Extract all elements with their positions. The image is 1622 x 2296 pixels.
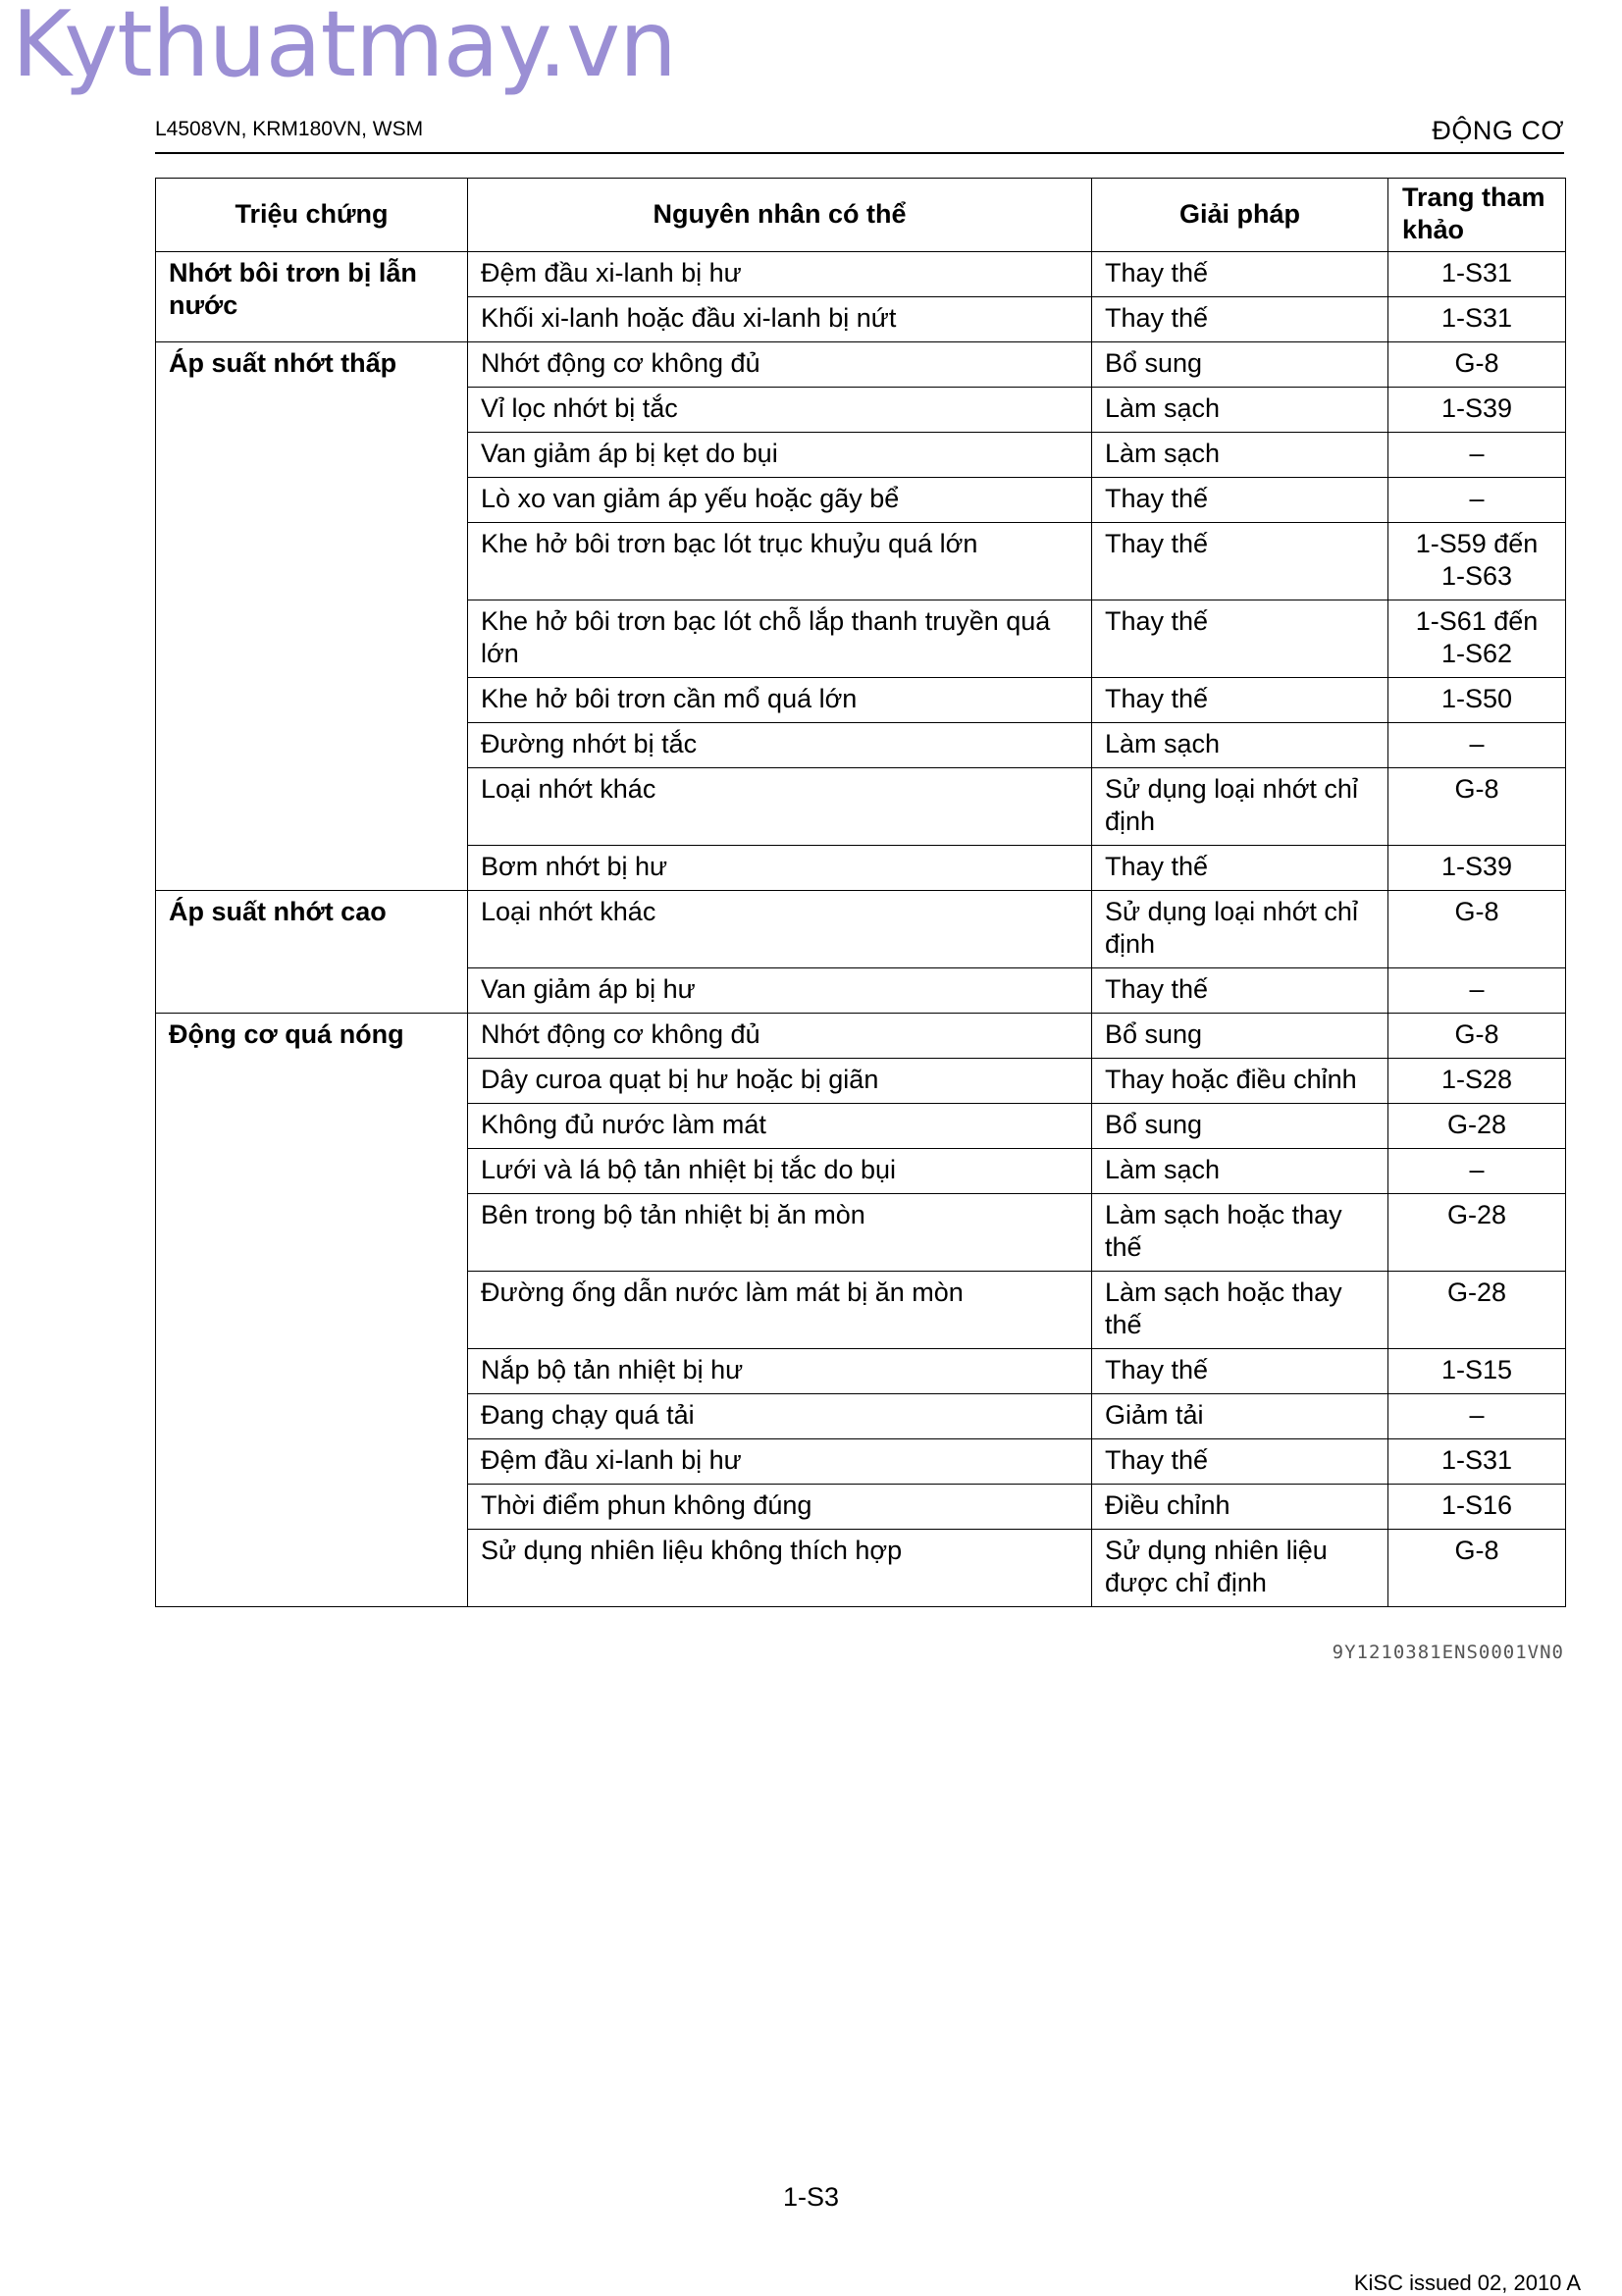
reference-cell: G-28 <box>1388 1104 1566 1149</box>
document-code: 9Y1210381ENS0001VN0 <box>1332 1642 1564 1663</box>
header-models: L4508VN, KRM180VN, WSM <box>155 118 424 140</box>
fix-cell: Bổ sung <box>1092 1104 1388 1149</box>
fix-cell: Sử dụng loại nhớt chỉ định <box>1092 891 1388 968</box>
fix-cell: Thay thế <box>1092 252 1388 297</box>
header-section-title: ĐỘNG CƠ <box>1432 116 1564 145</box>
fix-cell: Thay thế <box>1092 1349 1388 1394</box>
cause-cell: Nhớt động cơ không đủ <box>468 1014 1092 1059</box>
symptom-cell: Áp suất nhớt thấp <box>156 342 468 891</box>
reference-cell: G-28 <box>1388 1194 1566 1272</box>
cause-cell: Loại nhớt khác <box>468 891 1092 968</box>
cause-cell: Loại nhớt khác <box>468 768 1092 846</box>
reference-cell: – <box>1388 433 1566 478</box>
cause-cell: Nắp bộ tản nhiệt bị hư <box>468 1349 1092 1394</box>
reference-cell: 1-S31 <box>1388 1439 1566 1485</box>
cause-cell: Lò xo van giảm áp yếu hoặc gãy bể <box>468 478 1092 523</box>
cause-cell: Đang chạy quá tải <box>468 1394 1092 1439</box>
symptom-cell: Áp suất nhớt cao <box>156 891 468 1014</box>
reference-cell: 1-S50 <box>1388 678 1566 723</box>
cause-cell: Bơm nhớt bị hư <box>468 846 1092 891</box>
cause-cell: Sử dụng nhiên liệu không thích hợp <box>468 1530 1092 1607</box>
reference-cell: – <box>1388 723 1566 768</box>
fix-cell: Thay hoặc điều chỉnh <box>1092 1059 1388 1104</box>
cause-cell: Dây curoa quạt bị hư hoặc bị giãn <box>468 1059 1092 1104</box>
table-row <box>156 252 1566 297</box>
cause-cell: Đường ống dẫn nước làm mát bị ăn mòn <box>468 1272 1092 1349</box>
reference-cell: G-8 <box>1388 1014 1566 1059</box>
fix-cell: Thay thế <box>1092 523 1388 600</box>
fix-cell: Thay thế <box>1092 600 1388 678</box>
fix-cell: Làm sạch <box>1092 723 1388 768</box>
cause-cell: Đường nhớt bị tắc <box>468 723 1092 768</box>
reference-cell: 1-S16 <box>1388 1485 1566 1530</box>
column-header-symptom: Triệu chứng <box>156 179 468 252</box>
fix-cell: Làm sạch <box>1092 1149 1388 1194</box>
reference-cell: 1-S31 <box>1388 252 1566 297</box>
cause-cell: Thời điểm phun không đúng <box>468 1485 1092 1530</box>
fix-cell: Thay thế <box>1092 297 1388 342</box>
reference-cell: 1-S61 đến 1-S62 <box>1388 600 1566 678</box>
cause-cell: Vỉ lọc nhớt bị tắc <box>468 388 1092 433</box>
table-body <box>156 252 1566 1607</box>
fix-cell: Sử dụng loại nhớt chỉ định <box>1092 768 1388 846</box>
cause-cell: Lưới và lá bộ tản nhiệt bị tắc do bụi <box>468 1149 1092 1194</box>
reference-cell: – <box>1388 1149 1566 1194</box>
reference-cell: – <box>1388 968 1566 1014</box>
table-row <box>156 1014 1566 1059</box>
cause-cell: Van giảm áp bị kẹt do bụi <box>468 433 1092 478</box>
fix-cell: Làm sạch hoặc thay thế <box>1092 1272 1388 1349</box>
fix-cell: Giảm tải <box>1092 1394 1388 1439</box>
symptom-cell: Nhớt bôi trơn bị lẫn nước <box>156 252 468 342</box>
fix-cell: Thay thế <box>1092 678 1388 723</box>
fix-cell: Bổ sung <box>1092 1014 1388 1059</box>
reference-cell: – <box>1388 478 1566 523</box>
cause-cell: Đệm đầu xi-lanh bị hư <box>468 252 1092 297</box>
page-number: 1-S3 <box>782 2182 840 2212</box>
fix-cell: Sử dụng nhiên liệu được chỉ định <box>1092 1530 1388 1607</box>
reference-cell: 1-S59 đến 1-S63 <box>1388 523 1566 600</box>
fix-cell: Bổ sung <box>1092 342 1388 388</box>
reference-cell: 1-S31 <box>1388 297 1566 342</box>
cause-cell: Khe hở bôi trơn bạc lót trục khuỷu quá lớn <box>468 523 1092 600</box>
cause-cell: Van giảm áp bị hư <box>468 968 1092 1014</box>
reference-cell: G-8 <box>1388 768 1566 846</box>
fix-cell: Thay thế <box>1092 968 1388 1014</box>
reference-cell: – <box>1388 1394 1566 1439</box>
fix-cell: Làm sạch <box>1092 433 1388 478</box>
fix-cell: Làm sạch hoặc thay thế <box>1092 1194 1388 1272</box>
troubleshooting-table <box>155 178 1566 1607</box>
fix-cell: Thay thế <box>1092 478 1388 523</box>
column-header-reference: Trang tham khảo <box>1388 179 1566 252</box>
fix-cell: Thay thế <box>1092 846 1388 891</box>
table-row <box>156 342 1566 388</box>
issue-note: KiSC issued 02, 2010 A <box>1353 2270 1581 2295</box>
reference-cell: G-8 <box>1388 891 1566 968</box>
cause-cell: Nhớt động cơ không đủ <box>468 342 1092 388</box>
column-header-fix: Giải pháp <box>1092 179 1388 252</box>
reference-cell: 1-S39 <box>1388 846 1566 891</box>
reference-cell: G-28 <box>1388 1272 1566 1349</box>
cause-cell: Bên trong bộ tản nhiệt bị ăn mòn <box>468 1194 1092 1272</box>
header-divider <box>155 152 1564 154</box>
cause-cell: Khe hở bôi trơn cần mổ quá lớn <box>468 678 1092 723</box>
cause-cell: Khối xi-lanh hoặc đầu xi-lanh bị nứt <box>468 297 1092 342</box>
cause-cell: Khe hở bôi trơn bạc lót chỗ lắp thanh truyền quá lớn <box>468 600 1092 678</box>
table-header-row <box>156 179 1566 252</box>
reference-cell: G-8 <box>1388 1530 1566 1607</box>
symptom-cell: Động cơ quá nóng <box>156 1014 468 1607</box>
reference-cell: G-8 <box>1388 342 1566 388</box>
table-row <box>156 891 1566 968</box>
fix-cell: Thay thế <box>1092 1439 1388 1485</box>
fix-cell: Điều chỉnh <box>1092 1485 1388 1530</box>
watermark-logo: Kythuatmay.vn <box>12 0 676 97</box>
reference-cell: 1-S15 <box>1388 1349 1566 1394</box>
fix-cell: Làm sạch <box>1092 388 1388 433</box>
reference-cell: 1-S39 <box>1388 388 1566 433</box>
column-header-cause: Nguyên nhân có thể <box>468 179 1092 252</box>
cause-cell: Đệm đầu xi-lanh bị hư <box>468 1439 1092 1485</box>
reference-cell: 1-S28 <box>1388 1059 1566 1104</box>
cause-cell: Không đủ nước làm mát <box>468 1104 1092 1149</box>
